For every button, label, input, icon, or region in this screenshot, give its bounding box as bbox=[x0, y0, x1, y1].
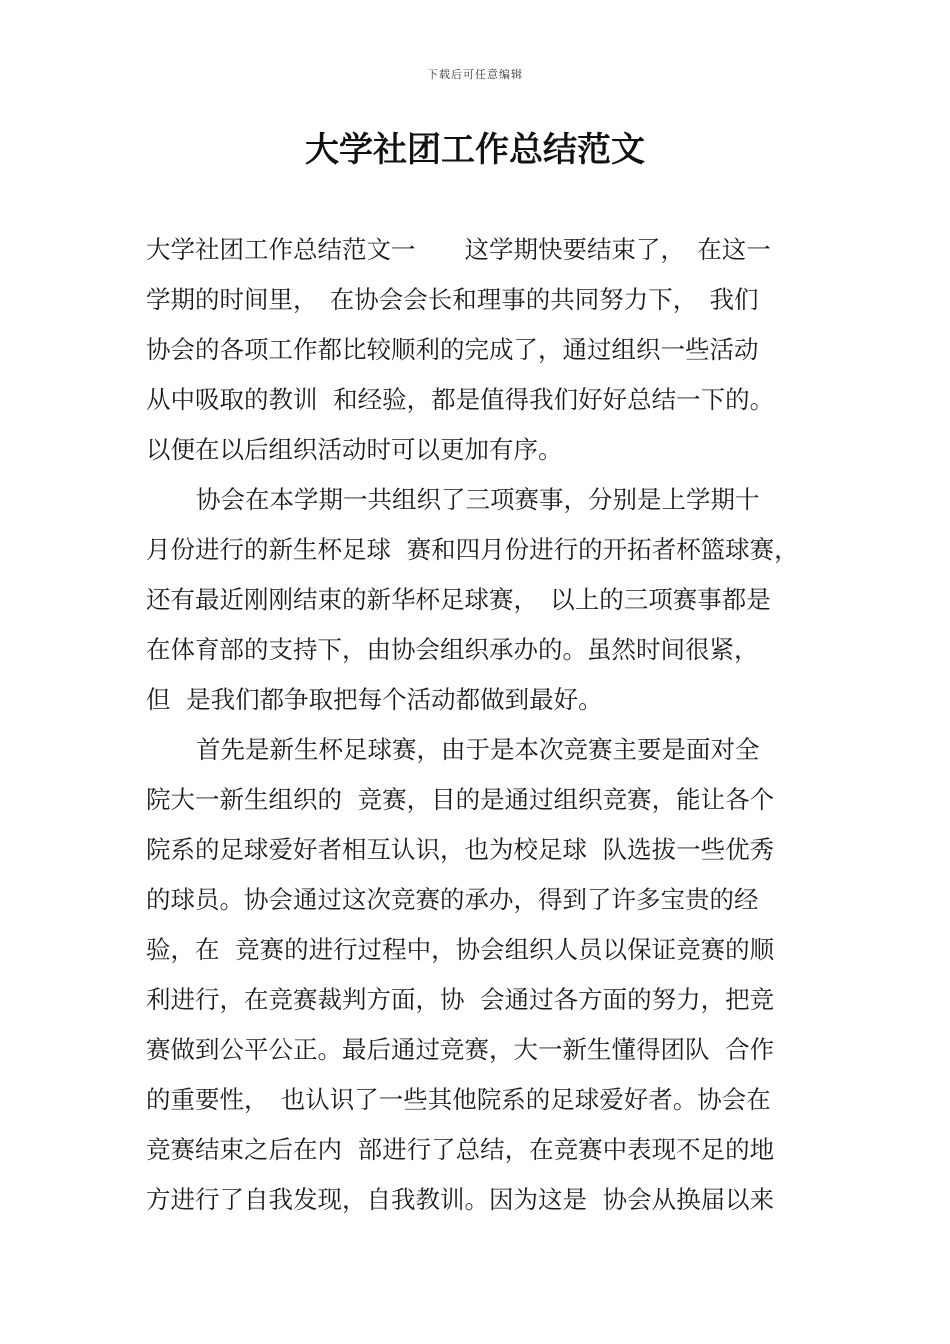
text-line: 但 是我们都争取把每个活动都做到最好。 bbox=[146, 685, 603, 714]
text-line: 以便在以后组织活动时可以更加有序。 bbox=[146, 435, 563, 464]
text-line: 方进行了自我发现，自我教训。因为这是 协会从换届以来 bbox=[146, 1185, 775, 1214]
text-line: 的重要性， 也认识了一些其他院系的足球爱好者。协会在 bbox=[146, 1085, 771, 1114]
text-line: 从中吸取的教训 和经验，都是值得我们好好总结一下的。 bbox=[146, 385, 775, 414]
paragraph bbox=[146, 475, 806, 725]
text-line: 协会在本学期一共组织了三项赛事，分别是上学期十 bbox=[196, 485, 760, 514]
text-line: 在体育部的支持下，由协会组织承办的。虽然时间很紧， bbox=[146, 635, 759, 664]
text-line: 大学社团工作总结范文一 这学期快要结束了， 在这一 bbox=[146, 235, 771, 264]
text-line: 学期的时间里， 在协会会长和理事的共同努力下， 我们 bbox=[146, 285, 759, 314]
text-line: 首先是新生杯足球赛，由于是本次竞赛主要是面对全 bbox=[196, 735, 760, 764]
text-line: 的球员。协会通过这次竞赛的承办，得到了许多宝贵的经 bbox=[146, 885, 759, 914]
text-line: 赛做到公平公正。最后通过竞赛，大一新生懂得团队 合作 bbox=[146, 1035, 775, 1064]
text-line: 院系的足球爱好者相互认识，也为校足球 队选拔一些优秀 bbox=[146, 835, 775, 864]
document-body bbox=[146, 225, 806, 1225]
paragraph bbox=[146, 725, 806, 1225]
text-line: 利进行，在竞赛裁判方面，协 会通过各方面的努力，把竞 bbox=[146, 985, 775, 1014]
text-line: 协会的各项工作都比较顺利的完成了，通过组织一些活动 bbox=[146, 335, 759, 364]
paragraph bbox=[146, 225, 806, 475]
text-line: 还有最近刚刚结束的新华杯足球赛， 以上的三项赛事都是 bbox=[146, 585, 771, 614]
document-title: 大学社团工作总结范文 bbox=[305, 130, 645, 170]
text-line: 竞赛结束之后在内 部进行了总结，在竞赛中表现不足的地 bbox=[146, 1135, 775, 1164]
text-line: 验，在 竞赛的进行过程中，协会组织人员以保证竞赛的顺 bbox=[146, 935, 775, 964]
text-line: 院大一新生组织的 竞赛，目的是通过组织竞赛，能让各个 bbox=[146, 785, 775, 814]
text-line: 月份进行的新生杯足球 赛和四月份进行的开拓者杯篮球赛， bbox=[146, 535, 799, 564]
header-note: 下载后可任意编辑 bbox=[427, 68, 523, 81]
